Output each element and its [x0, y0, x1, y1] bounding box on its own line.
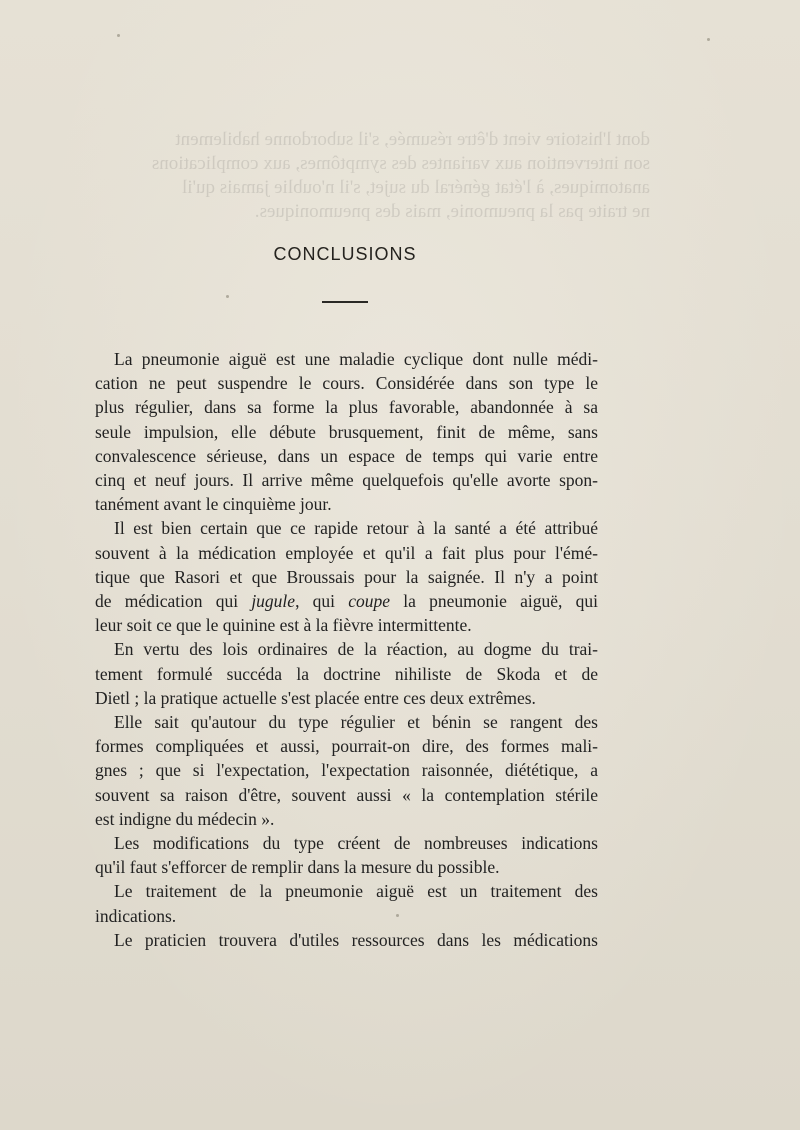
bleed-line: dont l'histoire vient d'être résumée, s'il subordonne habilement — [175, 129, 650, 150]
text-line: Elle sait qu'autour du type régulier et bénin se rangent des — [114, 712, 598, 733]
text-fragment: , qui — [295, 591, 349, 612]
paragraph — [95, 831, 598, 879]
paper-speck — [226, 295, 229, 298]
paragraph — [95, 928, 598, 952]
paragraph — [95, 637, 598, 710]
text-line: Le traitement de la pneumonie aiguë est un traitement des — [114, 881, 598, 902]
text-line: La pneumonie aiguë est une maladie cyclique dont nulle médi- — [114, 349, 598, 369]
text-line: cinq et neuf jours. Il arrive même quelquefois qu'elle avorte spon- — [95, 470, 598, 491]
text-line: leur soit ce que le quinine est à la fièvre intermittente. — [95, 615, 472, 636]
text-line: convalescence sérieuse, dans un espace de temps qui varie entre — [95, 445, 598, 466]
italic-word: coupe — [348, 591, 391, 612]
body-text — [95, 347, 598, 952]
text-line: tique que Rasori et que Broussais pour la saignée. Il n'y a point — [95, 566, 598, 587]
text-line: Les modifications du type créent de nombreuses indications — [114, 833, 598, 854]
bleed-line: anatomiques, à l'état général du sujet, s'il n'oublie jamais qu'il — [182, 177, 650, 198]
text-line: plus régulier, dans sa forme la plus favorable, abandonnée à sa — [95, 397, 598, 418]
paragraph — [95, 710, 598, 831]
text-line — [95, 589, 598, 613]
bleed-line: son intervention aux variantes des symptômes, aux complications — [151, 153, 650, 174]
text-line: qu'il faut s'efforcer de remplir dans la mesure du possible. — [95, 857, 500, 878]
text-line: est indigne du médecin ». — [95, 808, 275, 829]
chapter-heading: CONCLUSIONS — [273, 244, 417, 264]
bleed-through-text — [90, 128, 650, 228]
text-line: souvent sa raison d'être, souvent aussi « la contemplation stérile — [95, 784, 598, 805]
paragraph — [95, 516, 598, 637]
text-line: Dietl ; la pratique actuelle s'est placée entre ces deux extrêmes. — [95, 687, 536, 708]
bleed-line: ne traite pas la pneumonie, mais des pneumoniques. — [254, 201, 650, 222]
paragraph — [95, 347, 598, 516]
text-line: seule impulsion, elle débute brusquement, finit de même, sans — [95, 421, 598, 442]
text-fragment: de médication qui — [95, 591, 252, 612]
text-fragment: la pneumonie aiguë, qui — [390, 591, 598, 612]
italic-word: jugule — [251, 591, 296, 612]
paragraph — [95, 879, 598, 927]
text-line: souvent à la médication employée et qu'il a fait plus pour l'émé- — [95, 542, 598, 563]
text-line: Il est bien certain que ce rapide retour à la santé a été attribué — [114, 518, 598, 539]
text-line: gnes ; que si l'expectation, l'expectation raisonnée, diététique, a — [95, 760, 598, 781]
text-line: cation ne peut suspendre le cours. Considérée dans son type le — [95, 373, 598, 394]
heading-rule — [322, 301, 368, 303]
text-line: formes compliquées et aussi, pourrait-on dire, des formes mali- — [95, 736, 598, 757]
text-line: Le praticien trouvera d'utiles ressources dans les médications — [114, 929, 598, 950]
text-line: En vertu des lois ordinaires de la réaction, au dogme du trai- — [114, 639, 598, 660]
text-line: tement formulé succéda la doctrine nihiliste de Skoda et de — [95, 663, 598, 684]
paper-speck — [707, 38, 710, 41]
text-line: indications. — [95, 905, 177, 926]
text-line: tanément avant le cinquième jour. — [95, 494, 332, 515]
paper-speck — [117, 34, 120, 37]
